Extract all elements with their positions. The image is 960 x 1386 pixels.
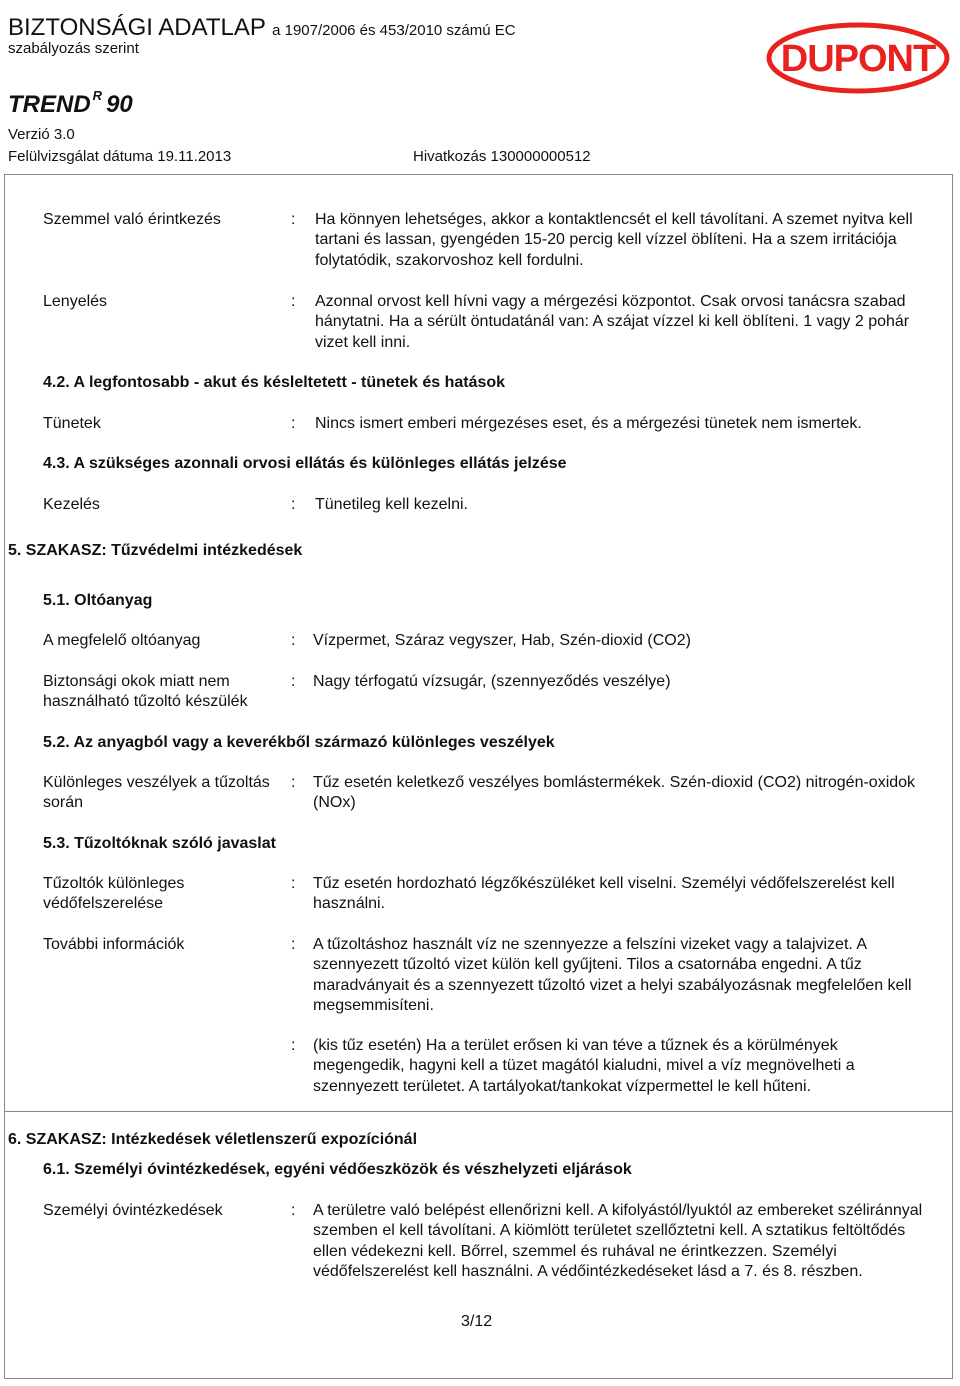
page-number: 3/12 bbox=[461, 1313, 493, 1330]
row-value-firefighter-equipment: Tűz esetén hordozható légzőkészüléket kell viselni. Személyi védőfelszerelést kell használni. bbox=[313, 875, 895, 913]
version-label: Verzió 3.0 bbox=[8, 126, 75, 143]
row-label-further-info: További információk bbox=[43, 936, 185, 953]
colon: : bbox=[291, 875, 296, 892]
row-value-further-info-2: (kis tűz esetén) Ha a terület erősen ki van téve a tűznek és a körülmények megengedik, hagyni kell a tüzet magától kialudni, mivel a víz megnövelheti a szennyezett területet. A tartályokat/tankokat vízpermettel le kell hűteni. bbox=[313, 1037, 855, 1095]
colon: : bbox=[291, 673, 296, 690]
row-value-extinguishing-media: Vízpermet, Száraz vegyszer, Hab, Szén-dioxid (CO2) bbox=[313, 632, 691, 649]
colon: : bbox=[291, 496, 296, 513]
heading-4-2: 4.2. A legfontosabb - akut és késleltetett - tünetek és hatások bbox=[43, 374, 506, 391]
heading-5-3: 5.3. Tűzoltóknak szóló javaslat bbox=[43, 835, 276, 852]
colon: : bbox=[291, 1037, 296, 1054]
section-5-title: 5. SZAKASZ: Tűzvédelmi intézkedések bbox=[8, 542, 303, 559]
heading-5-2: 5.2. Az anyagból vagy a keverékből származó különleges veszélyek bbox=[43, 734, 555, 751]
product-name bbox=[8, 88, 133, 119]
title-main-text: BIZTONSÁGI ADATLAP bbox=[8, 14, 266, 41]
row-value-ingestion: Azonnal orvost kell hívni vagy a mérgezési központot. Csak orvosi tanácsra szabad hánytatni. Ha a sérült öntudatánál van: A szájat vízzel ki kell öblíteni. 1 vagy 2 pohár vizet kell inni. bbox=[315, 293, 910, 351]
product-name-text: TREND bbox=[8, 91, 91, 118]
section-6-title: 6. SZAKASZ: Intézkedések véletlenszerű expozíciónál bbox=[8, 1131, 418, 1148]
colon: : bbox=[291, 415, 296, 432]
row-value-eye-contact: Ha könnyen lehetséges, akkor a kontaktlencsét el kell távolítani. A szemet nyitva kell tartani és lassan, gyengéden 15-20 percig kell vízzel öblíteni. Ha a szem irritációja folytatódik, szakorvoshoz kell fordulni. bbox=[315, 211, 913, 269]
row-value-symptoms: Nincs ismert emberi mérgezéses eset, és a mérgezési tünetek nem ismertek. bbox=[315, 415, 862, 432]
row-value-further-info: A tűzoltáshoz használt víz ne szennyezze a felszíni vizeket vagy a talajvizet. A szennyezett tűzoltó vizet külön kell gyűjteni. Tilos a csatornába engedni. A tűz maradványait és a szennyezett tűzoltó vizet a helyi szabályozásnak megfelelően kell megsemmisíteni. bbox=[313, 936, 912, 1014]
row-label-eye-contact: Szemmel való érintkezés bbox=[43, 211, 221, 228]
row-label-unsuitable-media: Biztonsági okok miatt nem használható tűzoltó készülék bbox=[43, 673, 248, 710]
heading-4-3: 4.3. A szükséges azonnali orvosi ellátás és különleges ellátás jelzése bbox=[43, 455, 567, 472]
colon: : bbox=[291, 774, 296, 791]
title-regulation-text: a 1907/2006 és 453/2010 számú EC bbox=[272, 22, 516, 39]
heading-5-1: 5.1. Oltóanyag bbox=[43, 592, 153, 609]
colon: : bbox=[291, 1202, 296, 1219]
reference-number: Hivatkozás 130000000512 bbox=[413, 148, 591, 165]
title-regulation-line2: szabályozás szerint bbox=[8, 40, 139, 57]
product-suffix: 90 bbox=[106, 91, 133, 118]
row-value-special-hazards: Tűz esetén keletkező veszélyes bomlástermékek. Szén-dioxid (CO2) nitrogén-oxidok (NOx) bbox=[313, 774, 916, 812]
colon: : bbox=[291, 293, 296, 310]
colon: : bbox=[291, 936, 296, 953]
row-label-treatment: Kezelés bbox=[43, 496, 100, 513]
colon: : bbox=[291, 211, 296, 228]
row-value-personal-precautions: A területre való belépést ellenőrizni kell. A kifolyástól/lyuktól az embereket széliránnyal szemben el kell távolítani. A kiömlött területet szellőztetni kell. A sztatikus feltöltődés ellen védekezni kell. Bőrrel, szemmel és ruhával ne érintkezzen. Személyi védőfelszerelést kell használni. A védőintézkedéseket lásd a 7. és 8. részben. bbox=[313, 1202, 923, 1280]
heading-6-1: 6.1. Személyi óvintézkedések, egyéni védőeszközök és vészhelyzeti eljárások bbox=[43, 1161, 632, 1178]
registered-mark: R bbox=[92, 88, 103, 103]
section-divider bbox=[4, 1111, 953, 1112]
row-value-unsuitable-media: Nagy térfogatú vízsugár, (szennyeződés veszélye) bbox=[313, 673, 671, 690]
row-value-treatment: Tünetileg kell kezelni. bbox=[315, 496, 468, 513]
row-label-ingestion: Lenyelés bbox=[43, 293, 108, 310]
colon: : bbox=[291, 632, 296, 649]
row-label-personal-precautions: Személyi óvintézkedések bbox=[43, 1202, 223, 1219]
row-label-symptoms: Tünetek bbox=[43, 415, 101, 432]
document-title bbox=[8, 14, 516, 42]
row-label-extinguishing-media: A megfelelő oltóanyag bbox=[43, 632, 201, 649]
row-label-firefighter-equipment: Tűzoltók különleges védőfelszerelése bbox=[43, 875, 185, 912]
row-label-special-hazards: Különleges veszélyek a tűzoltás során bbox=[43, 774, 270, 811]
logo-wordmark: DUPONT bbox=[780, 38, 936, 80]
dupont-logo bbox=[766, 22, 950, 94]
revision-date: Felülvizsgálat dátuma 19.11.2013 bbox=[8, 148, 232, 165]
